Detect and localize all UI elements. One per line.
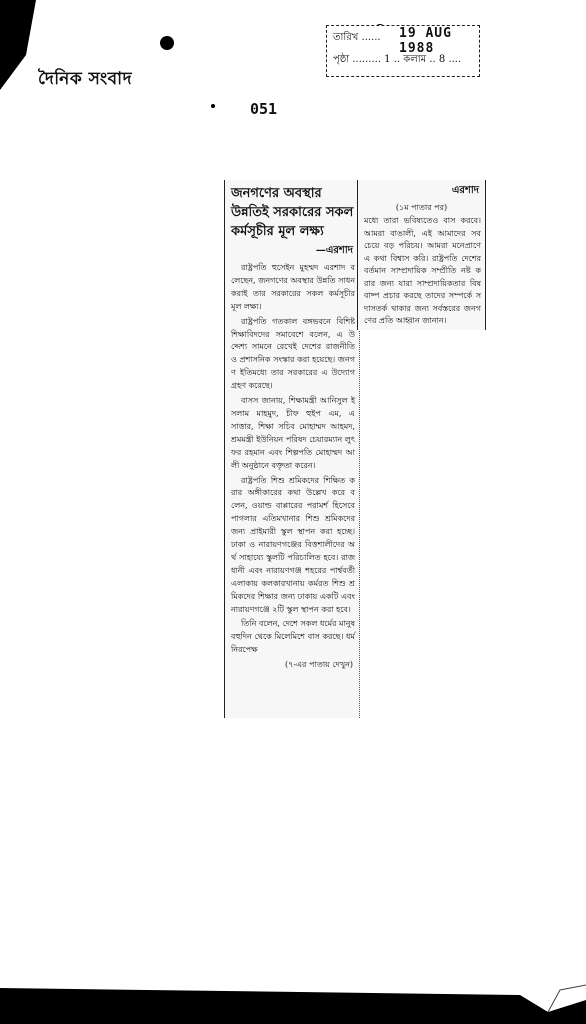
article-paragraph: বাসস জানায়, শিক্ষামন্ত্রী আনিসুল ইসলাম মাহমুদ, চীফ হুইপ এম, এ সাত্তার, শিক্ষা সচিব মোহাম্মদ আহমদ, শ্রমমন্ত্রী ইউনিয়ন পরিষদ চেয়ারম্যান লুৎফর রহমান এবং শিল্পপতি মোহাম্মদ আলী অনুষ্ঠানে বক্তৃতা করেন। — [231, 396, 355, 470]
continued-reference: (১ম পাতার পর) — [395, 203, 448, 212]
stamp-column-value: 8 — [438, 54, 446, 65]
article-headline: জনগণের অবস্থার উন্নতিই সরকারের সকল কর্মসূচীর মূল লক্ষ্য — [231, 186, 354, 239]
continued-text: মধ্যে তারা ভবিষ্যতেও বাস করবে। আমরা বাঙালী, এই আমাদের সবচেয়ে বড় পরিচয়। আমরা মনেপ্রাণে এ কথা বিশ্বাস করি। রাষ্ট্রপতি দেশের বর্তমান সাম্প্রদায়িক সম্প্রীতি নষ্ট করার জন্য যারা সাম্প্রদায়িকতার বিষবাষ্প প্রচার করছে তাদের সম্পর্কে সদাসতর্ক থাকার জন্য সর্বস্তরের জনগণের প্রতি আহ্বান জানান। — [364, 216, 481, 325]
continuation-note: (৭-এর পাতায় দেখুন) — [285, 660, 353, 670]
archive-stamp: তারিখ ...... 19 AUG 1988 পৃষ্ঠা ......... 1 .. কলাম .. 8 .... — [326, 25, 480, 77]
continued-header: এরশাদ — [451, 185, 479, 196]
publication-name: দৈনিক সংবাদ — [38, 69, 132, 89]
stamp-date-value: 19 AUG 1988 — [399, 26, 452, 56]
article-paragraph: রাষ্ট্রপতি শিশু শ্রমিকদের শিক্ষিত করার অঙ্গীকারের কথা উল্লেখ করে বলেন, ওয়াল্ড বাপ্পারের পরামর্শ হিসেবে পাগলার এতিমখানার শিশু শ্রমিকদের জন্য প্রাইমারী স্কুল স্থাপন করা হচ্ছে। ঢাকা ও নারায়ণগঞ্জের বিত্তশালীদের অর্থ সাহায্যে স্কুলটি পরিচালিত হবে। রাজধানী এবং নারায়ণগঞ্জ শহরের পার্শ্ববর্তী এলাকায় কলকারখানায় কর্মরত শিশু শ্রমিকদের শিক্ষার জন্য ঢাকায় একটি এবং নারায়ণগঞ্জে ২টি স্কুল স্থাপন করা হবে। — [231, 475, 355, 614]
article-paragraph: রাষ্ট্রপতি গতকাল বঙ্গভবনে বিশিষ্ট শিক্ষাবিদদের সমাবেশে বলেন, এ উদ্দেশ্য সামনে রেখেই দেশের রাজনীতি ও প্রশাসনিক সংস্কার করা হয়েছে। জনগণ ইতিমধ্যে তার সরকারের এ উদ্যোগ গ্রহণ করেছে। — [231, 316, 355, 391]
news-clipping-continued — [357, 180, 486, 330]
page-number: 051 — [250, 100, 278, 118]
stamp-page-label: পৃষ্ঠা — [333, 54, 350, 65]
stamp-page-value: 1 — [384, 54, 391, 65]
article-author: —এরশাদ — [315, 245, 353, 256]
article-body — [231, 262, 355, 657]
article-paragraph: তিনি বলেন, দেশে সকল ধর্মের মানুষ বহুদিন থেকে মিলেমিশে বাস করছে। ধর্মনিরপেক্ষ — [231, 619, 355, 655]
punch-hole — [160, 36, 174, 50]
margin-mark — [211, 104, 215, 108]
article-paragraph: রাষ্ট্রপতি হুসেইন মুহম্মদ এরশাদ বলেছেন, জনগণের অবস্থার উন্নতি সাধন করাই তার সরকারের সকল কর্মসূচীর মূল লক্ষ্য। — [231, 263, 355, 311]
news-clipping-main — [224, 180, 360, 718]
stamp-date-label: তারিখ — [333, 32, 359, 43]
stamp-column-label: কলাম — [403, 54, 427, 65]
